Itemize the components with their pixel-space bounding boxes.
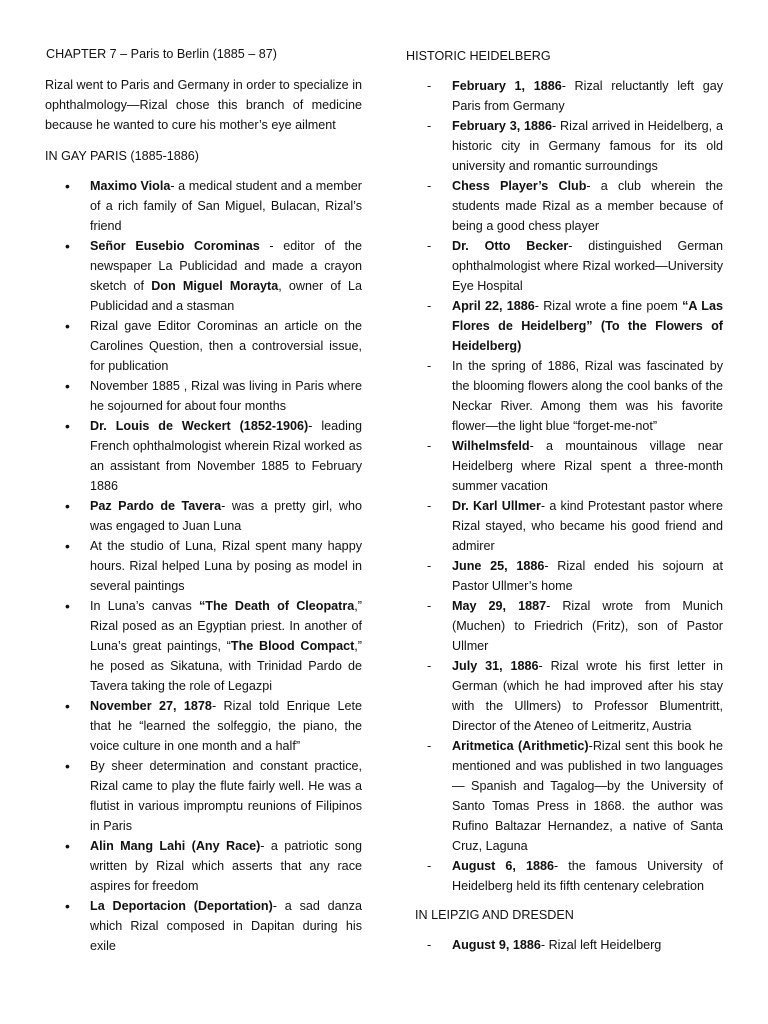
list-marker: -	[427, 659, 432, 673]
item-text: , owner of La Publicidad and a stasman	[90, 279, 362, 313]
list-item	[65, 416, 362, 496]
item-bold-text: Chess Player’s Club	[452, 179, 587, 193]
list-item	[427, 76, 723, 116]
section-title-heidelberg: HISTORIC HEIDELBERG	[406, 49, 551, 63]
list-marker: -	[427, 79, 432, 93]
item-bold-text: La Deportacion (Deportation)	[90, 899, 273, 913]
item-text: - a medical student and a member of a rich family of San Miguel, Bulacan, Rizal’s friend	[90, 179, 362, 233]
list-marker: •	[65, 418, 70, 434]
list-marker: •	[65, 538, 70, 554]
list-item	[65, 596, 362, 696]
item-bold-text: Aritmetica (Arithmetic)	[452, 739, 589, 753]
item-bold-text: Paz Pardo de Tavera	[90, 499, 222, 513]
section-title-gay-paris: IN GAY PARIS (1885-1886)	[45, 149, 199, 163]
item-text: ,” he posed as Sikatuna, with Trinidad Pardo de Tavera taking the role of Legazpi	[90, 639, 362, 693]
item-bold-text: August 9, 1886	[452, 938, 541, 952]
item-bold-text: June 25, 1886	[452, 559, 545, 573]
item-text: At the studio of Luna, Rizal spent many happy hours. Rizal helped Luna by posing as model in several paintings	[90, 539, 362, 593]
paris-bullet-list	[65, 176, 362, 956]
item-text: November 1885 , Rizal was living in Paris where he sojourned for about four months	[90, 379, 362, 413]
item-text: - leading French ophthalmologist wherein Rizal worked as an assistant from November 1885 to February 1886	[90, 419, 362, 493]
list-item	[427, 935, 723, 955]
list-marker: -	[427, 499, 432, 513]
list-marker: •	[65, 238, 70, 254]
item-bold-text: February 1, 1886	[452, 79, 562, 93]
item-text: In Luna’s canvas	[90, 599, 199, 613]
list-marker: •	[65, 898, 70, 914]
item-text: - editor of the newspaper La Publicidad and made a crayon sketch of	[90, 239, 362, 293]
list-item	[65, 696, 362, 756]
item-text: - a patriotic song written by Rizal which asserts that any race aspires for freedom	[90, 839, 362, 893]
list-item	[427, 556, 723, 596]
list-item	[427, 356, 723, 436]
list-marker: •	[65, 318, 70, 334]
item-text: - a mountainous village near Heidelberg where Rizal spent a three-month summer vacation	[452, 439, 723, 493]
item-text: ,” Rizal posed as an Egyptian priest. In another of Luna’s great paintings, “	[90, 599, 362, 653]
list-item	[427, 596, 723, 656]
list-marker: -	[427, 439, 432, 453]
list-item	[65, 316, 362, 376]
item-text: - a sad danza which Rizal composed in Dapitan during his exile	[90, 899, 362, 953]
item-bold-text: November 27, 1878	[90, 699, 212, 713]
list-item	[427, 116, 723, 176]
list-item	[65, 236, 362, 316]
item-text: - distinguished German ophthalmologist where Rizal worked—University Eye Hospital	[452, 239, 724, 293]
list-marker: -	[427, 859, 432, 873]
list-item	[65, 756, 362, 836]
list-marker: -	[427, 938, 432, 952]
list-marker: -	[427, 739, 432, 753]
item-text: - Rizal wrote his first letter in German (which he had improved after his stay with the Ullmers) to Professor Blumentritt, Director of the Ateneo of Leitmeritz, Austria	[452, 659, 723, 733]
list-item	[427, 736, 723, 856]
item-text: -Rizal sent this book he mentioned and was published in two languages — Spanish and Tagalog—by the University of Santo Tomas Press in 1868. the author was Rufino Baltazar Hernandez, a native of Santa Cruz, Laguna	[452, 739, 723, 853]
list-item	[65, 176, 362, 236]
list-marker: -	[427, 239, 432, 253]
item-text: - a kind Protestant pastor where Rizal stayed, who became his good friend and admirer	[452, 499, 723, 553]
item-text: - was a pretty girl, who was engaged to Juan Luna	[90, 499, 362, 533]
heidelberg-dash-list	[427, 76, 724, 896]
item-text: In the spring of 1886, Rizal was fascinated by the blooming flowers along the cool banks of the Neckar River. Among them was his favorite flower—the light blue “forget-me-not”	[452, 359, 723, 433]
list-item	[427, 236, 724, 296]
list-item	[427, 296, 723, 356]
item-text: - Rizal told Enrique Lete that he “learned the solfeggio, the piano, the voice culture in one month and a half”	[90, 699, 362, 753]
item-bold-text: “A Las Flores de Heidelberg” (To the Flowers of Heidelberg)	[452, 299, 723, 353]
list-marker: •	[65, 758, 70, 774]
item-text: - Rizal reluctantly left gay Paris from Germany	[452, 79, 723, 113]
section-title-leipzig-dresden: IN LEIPZIG AND DRESDEN	[415, 908, 574, 922]
list-marker: -	[427, 119, 432, 133]
list-item	[427, 436, 723, 496]
chapter-title: CHAPTER 7 – Paris to Berlin (1885 – 87)	[46, 47, 277, 61]
item-bold-text: Alin Mang Lahi (Any Race)	[90, 839, 261, 853]
list-item	[427, 656, 723, 736]
item-bold-text: Don Miguel Morayta	[151, 279, 279, 293]
item-text: Rizal gave Editor Corominas an article on the Carolines Question, then a controversial issue, for publication	[90, 319, 362, 373]
item-text: - Rizal ended his sojourn at Pastor Ullmer’s home	[452, 559, 723, 593]
item-text: - Rizal wrote from Munich (Muchen) to Friedrich (Fritz), son of Pastor Ullmer	[452, 599, 723, 653]
list-item	[427, 856, 723, 896]
item-bold-text: Señor Eusebio Corominas	[90, 239, 260, 253]
item-text: - Rizal arrived in Heidelberg, a historic city in Germany famous for its old university and romantic surroundings	[452, 119, 723, 173]
list-marker: •	[65, 498, 70, 514]
list-item	[65, 496, 362, 536]
list-marker: •	[65, 838, 70, 854]
item-bold-text: Dr. Karl Ullmer	[452, 499, 541, 513]
list-marker: -	[427, 179, 432, 193]
intro-paragraph: Rizal went to Paris and Germany in order to specialize in ophthalmology—Rizal chose this branch of medicine because he wanted to cure his mother’s eye ailment	[45, 78, 362, 132]
item-bold-text: August 6, 1886	[452, 859, 554, 873]
item-bold-text: Wilhelmsfeld	[452, 439, 530, 453]
item-text: - the famous University of Heidelberg held its fifth centenary celebration	[452, 859, 723, 893]
list-marker: -	[427, 359, 432, 373]
list-marker: •	[65, 598, 70, 614]
list-item	[427, 496, 723, 556]
list-marker: -	[427, 559, 432, 573]
item-bold-text: “The Death of Cleopatra	[198, 599, 355, 613]
item-text: - a club wherein the students made Rizal as a member because of being a good chess player	[452, 179, 723, 233]
list-item	[427, 176, 723, 236]
leipzig-dash-list	[427, 935, 723, 955]
item-bold-text: April 22, 1886	[452, 299, 535, 313]
list-item	[65, 896, 362, 956]
list-item	[65, 836, 362, 896]
item-bold-text: July 31, 1886	[452, 659, 539, 673]
list-marker: -	[427, 299, 432, 313]
item-text: - Rizal left Heidelberg	[540, 938, 662, 952]
list-marker: •	[65, 698, 70, 714]
item-text: By sheer determination and constant practice, Rizal came to play the flute fairly well. He was a flutist in various impromptu reunions of Filipinos in Paris	[90, 759, 362, 833]
item-bold-text: Dr. Otto Becker	[452, 239, 569, 253]
item-bold-text: Maximo Viola	[90, 179, 171, 193]
item-bold-text: February 3, 1886	[452, 119, 553, 133]
list-marker: •	[65, 378, 70, 394]
list-marker: -	[427, 599, 432, 613]
item-bold-text: The Blood Compact	[230, 639, 355, 653]
item-bold-text: Dr. Louis de Weckert (1852-1906)	[90, 419, 309, 433]
list-marker: •	[65, 178, 70, 194]
list-item	[65, 536, 362, 596]
list-item	[65, 376, 362, 416]
item-bold-text: May 29, 1887	[452, 599, 547, 613]
item-text: - Rizal wrote a fine poem	[534, 299, 683, 313]
